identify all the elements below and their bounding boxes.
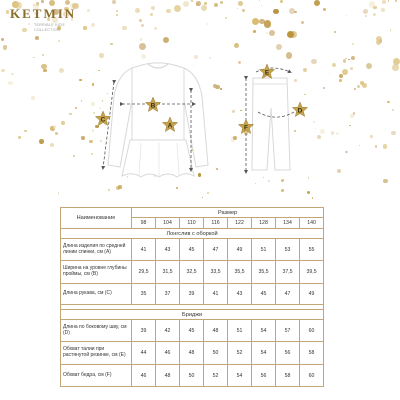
measurement-value: 46 xyxy=(156,342,180,365)
measurement-value: 60 xyxy=(300,320,324,342)
star-marker-letter: D xyxy=(297,107,303,115)
measurement-value: 52 xyxy=(228,342,252,365)
measurement-value: 55 xyxy=(300,239,324,261)
measurement-value: 50 xyxy=(180,365,204,387)
measurement-label: Длина по боковому шву, см (D) xyxy=(61,320,132,342)
measurement-value: 41 xyxy=(132,239,156,261)
size-column-header: 98 xyxy=(132,218,156,229)
star-marker-letter: F xyxy=(244,124,248,132)
measurement-label: Длина рукава, см (С) xyxy=(61,284,132,305)
measurement-value: 31,5 xyxy=(156,261,180,284)
measurement-value: 39 xyxy=(132,320,156,342)
measurement-value: 51 xyxy=(252,239,276,261)
measurement-value: 45 xyxy=(252,284,276,305)
measurement-value: 32,5 xyxy=(180,261,204,284)
measurement-value: 35,5 xyxy=(228,261,252,284)
table-section-row xyxy=(61,229,324,239)
size-column-header: 134 xyxy=(276,218,300,229)
table-name-header: Наименование xyxy=(61,208,132,229)
star-marker-letter: E xyxy=(264,69,270,77)
table-row xyxy=(61,365,324,387)
size-column-header: 128 xyxy=(252,218,276,229)
measurement-value: 35,5 xyxy=(252,261,276,284)
size-column-header: 122 xyxy=(228,218,252,229)
measurement-value: 41 xyxy=(204,284,228,305)
measurement-value: 57 xyxy=(276,320,300,342)
brand-subtitle-line2: COLLECTION xyxy=(34,27,60,32)
measurement-value: 56 xyxy=(252,365,276,387)
breeches-drawing xyxy=(252,78,290,170)
measurement-value: 51 xyxy=(228,320,252,342)
measurement-label: Обхват талии при растянутой резинке, см (Е) xyxy=(61,342,132,365)
star-marker-letter: A xyxy=(167,122,173,130)
measurement-value: 50 xyxy=(204,342,228,365)
measurement-value: 48 xyxy=(204,320,228,342)
measurement-value: 45 xyxy=(180,320,204,342)
measurement-value: 47 xyxy=(204,239,228,261)
measurement-label: Длина изделия по средней линии спинки, см (А) xyxy=(61,239,132,261)
measurement-value: 37 xyxy=(156,284,180,305)
measurement-value: 48 xyxy=(156,365,180,387)
measurement-value: 42 xyxy=(156,320,180,342)
table-row xyxy=(61,342,324,365)
measurement-label: Обхват бедра, см (F) xyxy=(61,365,132,387)
table-size-header: Размер xyxy=(132,208,324,218)
table-section-title: Бриджи xyxy=(61,310,324,320)
measurement-value: 39 xyxy=(180,284,204,305)
measurement-value: 43 xyxy=(228,284,252,305)
size-column-header: 140 xyxy=(300,218,324,229)
table-section-row xyxy=(61,310,324,320)
measurement-value: 54 xyxy=(252,342,276,365)
measurement-value: 48 xyxy=(180,342,204,365)
measurement-value: 53 xyxy=(276,239,300,261)
brand-subtitle-line1: TERRIBLE KIDS xyxy=(34,23,65,27)
table-row xyxy=(61,284,324,305)
measurement-value: 33,5 xyxy=(204,261,228,284)
measurement-value: 35 xyxy=(132,284,156,305)
measurement-value: 47 xyxy=(276,284,300,305)
size-column-header: 110 xyxy=(180,218,204,229)
table-row xyxy=(61,320,324,342)
measurement-value: 56 xyxy=(276,342,300,365)
measurement-value: 43 xyxy=(156,239,180,261)
measurement-value: 46 xyxy=(132,365,156,387)
measurement-value: 45 xyxy=(180,239,204,261)
measurement-value: 39,5 xyxy=(300,261,324,284)
table-row xyxy=(61,239,324,261)
measurement-value: 29,5 xyxy=(132,261,156,284)
measurement-value: 54 xyxy=(252,320,276,342)
measurement-value: 49 xyxy=(300,284,324,305)
table-row xyxy=(61,261,324,284)
measurement-value: 58 xyxy=(276,365,300,387)
measurement-value: 54 xyxy=(228,365,252,387)
star-marker-letter: C xyxy=(100,116,106,124)
size-table xyxy=(60,207,324,387)
measurement-label: Ширина на уровне глубины проймы, см (В) xyxy=(61,261,132,284)
measurement-value: 60 xyxy=(300,365,324,387)
table-header-row xyxy=(61,208,324,218)
measurement-value: 37,5 xyxy=(276,261,300,284)
brand-name: KETMIN xyxy=(10,6,77,21)
measurement-value: 58 xyxy=(300,342,324,365)
star-marker-letter: B xyxy=(150,102,156,110)
size-column-header: 116 xyxy=(204,218,228,229)
measurement-value: 52 xyxy=(204,365,228,387)
size-column-header: 104 xyxy=(156,218,180,229)
table-section-title: Лонгслив с оборкой xyxy=(61,229,324,239)
measurement-value: 44 xyxy=(132,342,156,365)
longsleeve-drawing xyxy=(108,63,208,177)
measurement-value: 49 xyxy=(228,239,252,261)
